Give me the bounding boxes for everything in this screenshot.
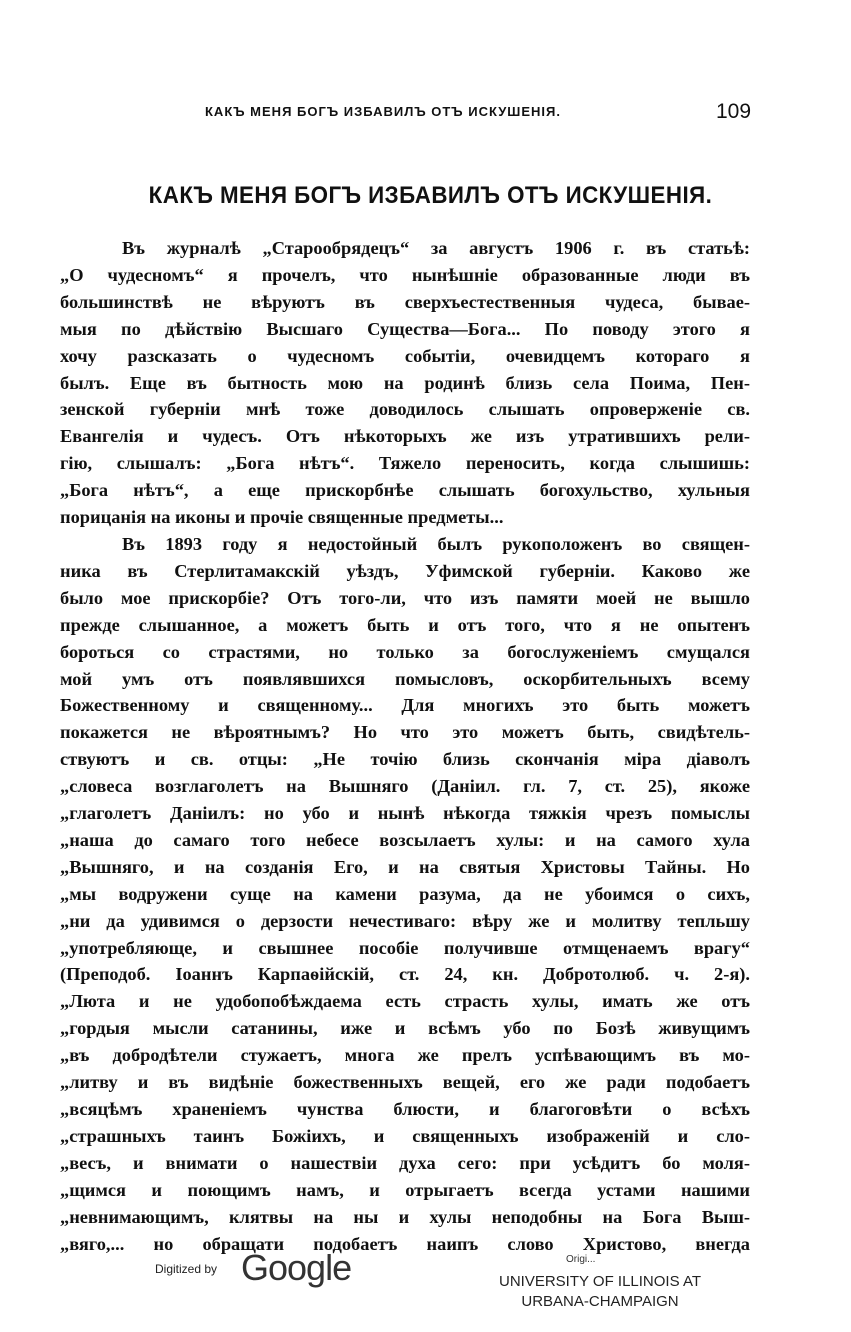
body-line: „О чудесномъ“ я прочелъ, что нынѣшніе образованные люди въ (60, 264, 750, 285)
university-credit (460, 1272, 740, 1312)
university-line-1: UNIVERSITY OF ILLINOIS AT (499, 1273, 701, 1290)
running-head: КАКЪ МЕНЯ БОГЪ ИЗБАВИЛЪ ОТЪ ИСКУШЕНІЯ. (205, 104, 561, 119)
body-line: „вяго,... но обращати подобаетъ наипъ слово Христово, внегда (60, 1233, 750, 1254)
body-line: „гордыя мысли сатанины, иже и всѣмъ убо по Бозѣ живущимъ (60, 1018, 750, 1039)
body-line: мыя по дѣйствію Высшаго Существа—Бога... По поводу этого я (60, 318, 750, 339)
body-line: мой умъ отъ появлявшихся помысловъ, оскорбительныхъ всему (60, 668, 750, 689)
google-logo: Google (241, 1247, 352, 1288)
body-line: „невнимающимъ, клятвы на ны и хулы неподобны на Бога Выш- (60, 1206, 750, 1227)
article-body (60, 235, 750, 1257)
body-line: Въ 1893 году я недостойный былъ рукоположенъ во священ- (122, 533, 750, 554)
body-line: большинствѣ не вѣруютъ въ сверхъестественныя чудеса, бывае- (60, 291, 750, 312)
body-line: „употребляюще, и свышнее пособіе получивше отмщенаемъ врагу“ (60, 937, 750, 958)
body-line: покажется не вѣроятнымъ? Но что это можетъ быть, свидѣтель- (60, 722, 750, 743)
page-number: 109 (716, 100, 752, 123)
body-line: Евангелія и чудесъ. Отъ нѣкоторыхъ же изъ утратившихъ рели- (60, 426, 750, 447)
body-line: было мое прискорбіе? Отъ того-ли, что изъ памяти моей не вышло (60, 587, 750, 608)
body-line: „всяцѣмъ храненіемъ чунства блюсти, и благоговѣти о всѣхъ (60, 1099, 750, 1119)
body-line: ствуютъ и св. отцы: „Не точію близь скончанія міра діаволъ (60, 749, 750, 770)
body-line: Въ журналѣ „Старообрядецъ“ за августъ 1906 г. въ статьѣ: (122, 238, 750, 258)
body-line: гію, слышалъ: „Бога нѣтъ“. Тяжело переносить, когда слышишь: (60, 453, 750, 474)
body-line: хочу разсказать о чудесномъ событіи, очевидцемъ котораго я (60, 345, 750, 366)
body-line: „ни да удивимся о дерзости нечестиваго: вѣру же и молитву тепльшу (60, 910, 750, 931)
body-line: „мы водружени суще на камени разума, да не убоимся о сихъ, (60, 883, 750, 904)
body-line: „глаголетъ Даніилъ: но убо и нынѣ нѣкогда тяжкія чрезъ помыслы (60, 803, 750, 824)
body-line: „Бога нѣтъ“, а еще прискорбнѣе слышать богохульство, хульныя (60, 480, 750, 501)
body-line: (Преподоб. Іоаннъ Карпаѳійскій, ст. 24, кн. Добротолюб. ч. 2-я). (60, 964, 750, 985)
body-line: „Люта и не удобопобѣждаема есть страсть хулы, имать же отъ (60, 991, 750, 1012)
body-line: „словеса возглаголетъ на Вышняго (Даніил. гл. 7, ст. 25), якоже (60, 776, 750, 797)
body-line: „литву и въ видѣніе божественныхъ вещей, его же ради подобаетъ (60, 1072, 750, 1093)
body-line: „весъ, и внимати о нашествіи духа сего: при усѣдитъ бо моля- (60, 1152, 750, 1173)
body-line: зенской губерніи мнѣ тоже доводилось слышать опроверженіе св. (60, 399, 750, 420)
article-title: КАКЪ МЕНЯ БОГЪ ИЗБАВИЛЪ ОТЪ ИСКУШЕНІЯ. (148, 182, 713, 209)
body-line: прежде слышанное, а можетъ быть и отъ того, что я не опытенъ (60, 614, 750, 635)
body-line: „Вышняго, и на созданія Его, и на святыя Христовы Тайны. Но (60, 856, 750, 877)
body-line: былъ. Еще въ бытность мою на родинѣ близь села Поима, Пен- (60, 372, 750, 393)
body-line: „щимся и поющимъ намъ, и отрыгаетъ всегда устами нашими (60, 1179, 750, 1200)
original-from-label: Origi... (566, 1254, 596, 1265)
body-line: порицанія на иконы и прочіе священные предметы... (60, 507, 504, 528)
body-line: ника въ Стерлитамакскій уѣздъ, Уфимской губерніи. Каково же (60, 560, 750, 581)
university-line-2: URBANA-CHAMPAIGN (521, 1293, 679, 1310)
body-line: „страшныхъ таинъ Божіихъ, и священныхъ изображеній и сло- (60, 1125, 750, 1146)
body-line: „наша до самаго того небесе возсылаетъ хулы: и на самого хула (60, 829, 750, 850)
body-line: „въ добродѣтели стужаетъ, многа же прелъ успѣвающимъ въ мо- (60, 1045, 750, 1066)
body-line: бороться со страстями, но только за богослуженіемъ смущался (60, 641, 750, 662)
body-line: Божественному и священному... Для многихъ это быть можетъ (60, 695, 750, 716)
digitized-by-label: Digitized by (155, 1262, 218, 1276)
